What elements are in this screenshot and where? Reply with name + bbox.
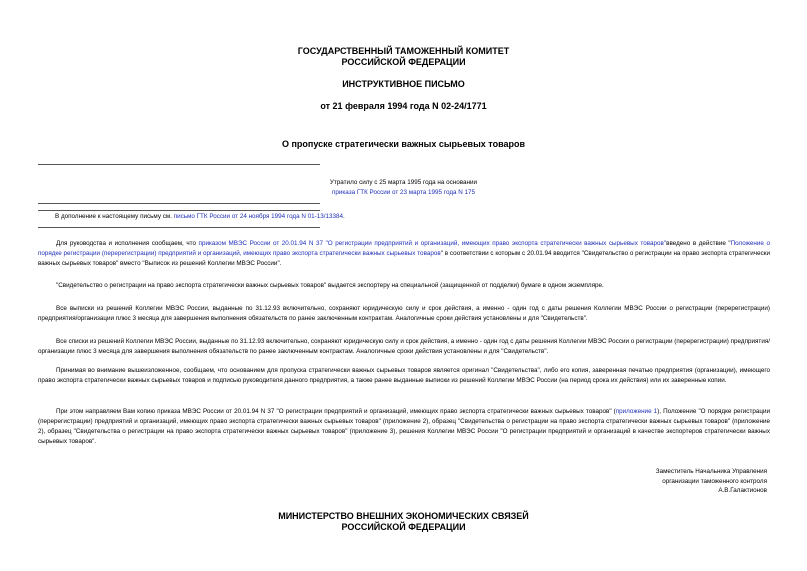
doc-title: О пропуске стратегически важных сырьевых товаров xyxy=(281,139,526,149)
signature-position: Заместитель Начальника Управления xyxy=(655,468,767,475)
p6-appendix-link[interactable]: приложение 1 xyxy=(615,408,658,415)
signature-name: А.В.Галактионов xyxy=(718,487,767,494)
addition-text: В дополнение к настоящему письму см. xyxy=(55,213,172,220)
paragraph-1 xyxy=(38,239,770,269)
p1-text-b: введено в действие " xyxy=(666,240,731,247)
org-name-line2: РОССИЙСКОЙ ФЕДЕРАЦИИ xyxy=(341,57,466,67)
signature-block xyxy=(656,467,767,496)
signature-department: организации таможенного контроля xyxy=(662,477,767,485)
divider xyxy=(38,203,320,204)
addition-end: . xyxy=(343,213,345,220)
divider xyxy=(38,210,320,211)
addition-link[interactable]: письмо ГТК России от 24 ноября 1994 года N 01-13/13384 xyxy=(173,213,344,220)
divider xyxy=(38,227,320,228)
paragraph-5: Принимая во внимание вышеизложенное, сообщаем, что основанием для пропуска стратегически важных сырьевых товаров является оригинал "Свидетельства", либо его копия, заверенная печатью предприятия (организации), имеющего право экспорта стратегически важных сырьевых товаров и подписью руководителя данного предприятия, а также ранее выданные выписки из решений Коллегии МВЭС России (на период срока их действия) или их заверенные копии. xyxy=(38,367,770,384)
org-name-line1: ГОСУДАРСТВЕННЫЙ ТАМОЖЕННЫЙ КОМИТЕТ xyxy=(297,46,510,56)
paragraph-3: Все выписки из решений Коллегии МВЭС России, выданные по 31.12.93 включительно, сохраняют юридическую силу и срок действия, а именно - один год с даты решения Коллегии МВЭС России о регистрации (перерегистрации) предприятия/организации плюс 3 месяца для завершения выполнения обязательств по ранее заключенным контрактам. Аналогичные сроки действия установлены и для "Свидетельств". xyxy=(38,305,770,322)
paragraph-4: Все списки из решений Коллегии МВЭС России, выданные по 31.12.93 включительно, сохраняют юридическую силу и срок действия, а именно - один год с даты решения Коллегии МВЭС России о регистрации (перерегистрации) предприятия/организации плюс 3 месяца для завершения выполнения обязательств по ранее заключенным контрактам. Аналогичные сроки действия установлены и для "Свидетельств". xyxy=(38,338,770,355)
p1-regulation-link[interactable]: Положение о порядке регистрации (перерегистрации) предприятий и организаций, имеющих право экспорта стратегически важных сырьевых товаров xyxy=(38,240,771,257)
p1-text-a: Для руководства и исполнения сообщаем, что xyxy=(56,240,199,247)
p1-order-link[interactable]: приказом МВЭС России от 20.01.94 N 37 "О регистрации предприятий и организаций, имеющих право экспорта стратегически важных сырьевых товаров" xyxy=(198,240,667,247)
p6-text-a: При этом направляем Вам копию приказа МВЭС России от 20.01.94 N 37 "О регистрации предприятий и организаций, имеющих право экспорта стратегически важных сырьевых товаров" ( xyxy=(56,408,616,415)
divider xyxy=(38,164,320,165)
status-line: Утратило силу с 25 марта 1995 года на основании xyxy=(329,179,478,186)
doc-type: ИНСТРУКТИВНОЕ ПИСЬМО xyxy=(342,79,465,89)
p6-text-b: ), Положение "О порядке регистрации (перерегистрации) предприятий и организаций, имеющих право экспорта стратегически важных сырьевых товаров" (приложение 2), образец "Свидетельства о регистрации на право экспорта стратегически важных сырьевых товаров" (приложение 2), образец "Свидетельства о регистрации на право экспорта стратегически важных сырьевых товаров" (приложение 3), решения Коллегии МВЭС России "О регистрации предприятий и организаций в качестве экспортеров стратегически важных сырьевых товаров". xyxy=(38,408,770,445)
paragraph-2: "Свидетельство о регистрации на право экспорта стратегически важных сырьевых товаров" выдается экспортеру на специальной (защищенной от подделки) бумаге в одном экземпляре. xyxy=(56,282,604,289)
doc-date: от 21 февраля 1994 года N 02-24/1771 xyxy=(320,101,487,111)
paragraph-6 xyxy=(38,407,770,447)
footer-ministry-line1: МИНИСТЕРСТВО ВНЕШНИХ ЭКОНОМИЧЕСКИХ СВЯЗЕЙ xyxy=(278,511,529,521)
p1-text-c: " в соответствии с которым с 20.01.94 вводится "Свидетельство о регистрации на право экспорта стратегически важных сырьевых товаров" вместо "Выписок из решений Коллегии МВЭС России". xyxy=(38,250,770,267)
addition-note xyxy=(55,212,345,222)
status-link[interactable]: приказа ГТК России от 23 марта 1995 года N 175 xyxy=(331,189,476,196)
footer-ministry-line2: РОССИЙСКОЙ ФЕДЕРАЦИИ xyxy=(341,522,466,532)
